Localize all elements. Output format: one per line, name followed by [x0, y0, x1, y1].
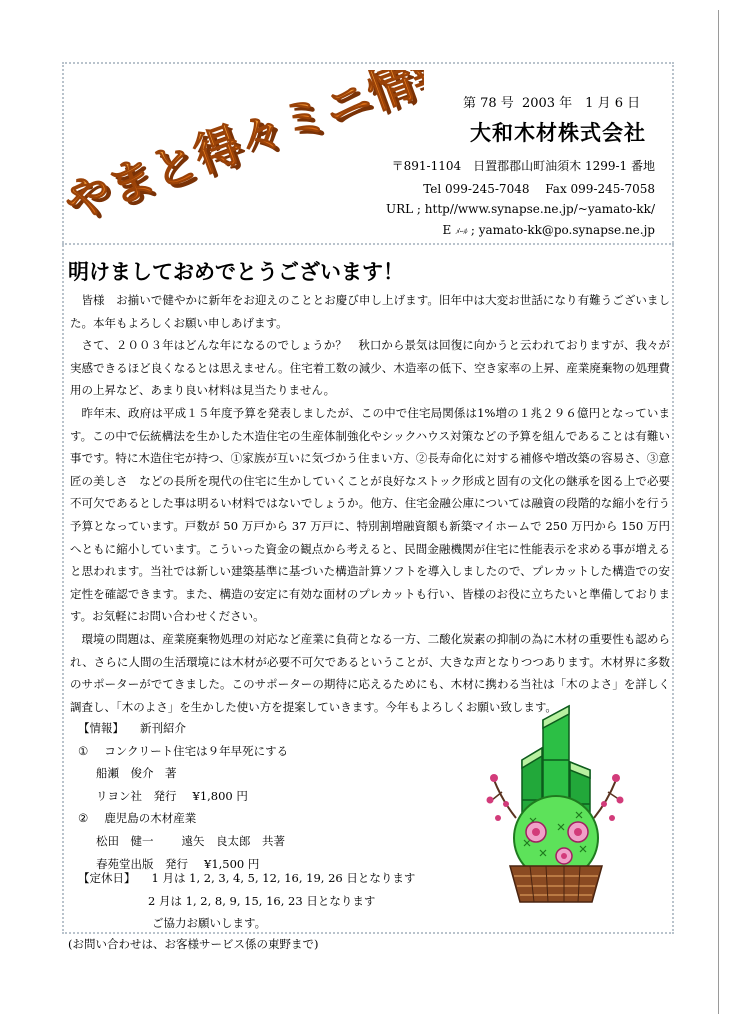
- page-headline: 明けましておめでとうございます！: [68, 260, 404, 284]
- paragraph: 環境の問題は、産業廃棄物処理の対応など産業に負荷となる一方、二酸化炭素の抑制の為に木材の重要性も認められ、さらに人間の生活環境には木材が必要不可欠であるということが、大きな声となりつつあります。木材界に多数のサポーターがでてきました。このサポーターの期待に応えるためにも、木材に携わる当社は「木のよさ」を詳しく調査し、「木のよさ」を生かした使い方を提案していきます。今年もよろしくお願い致します。: [70, 631, 670, 714]
- kadomatsu-graphic: [480, 700, 630, 905]
- book-authors-row: [78, 830, 288, 853]
- book-publisher-row: [78, 785, 288, 808]
- book-marker: ②: [78, 811, 89, 826]
- issue-number: 第 78 号: [463, 96, 514, 111]
- logo-text: やまと得々ミニ情報: [64, 70, 424, 231]
- book-title-row: [78, 740, 288, 763]
- logo-graphic: [64, 70, 424, 240]
- company-phone-fax: Tel 099-245-7048 Fax 099-245-7058: [423, 182, 655, 196]
- closed-days-january-row: [78, 867, 415, 890]
- closed-days-february: 2 月は 1, 2, 8, 9, 15, 16, 23 日となります: [148, 893, 376, 908]
- book-author: 遠矢 良太郎 共著: [181, 833, 285, 848]
- book-title: コンクリート住宅は９年早死にする: [104, 743, 289, 758]
- paragraph: さて、２００３年はどんな年になるのでしょうか？ 秋口から景気は回復に向かうと云われておりますが、我々が実感できるほど良くなるとは思えません。住宅着工数の減少、木造率の低下、空き家率の上昇、産業廃棄物の処理費用の上昇など、あまり良い材料は見当たりません。: [70, 338, 670, 398]
- email-label: ﾒｰﾙ: [455, 227, 468, 236]
- issue-info: [463, 92, 644, 111]
- closed-days-label: 【定休日】: [78, 871, 136, 885]
- info-label: 【情報】: [78, 721, 124, 735]
- kadomatsu-illustration: [480, 700, 630, 905]
- book-author: 松田 健一: [96, 833, 154, 848]
- book-author: 船瀬 俊介 著: [96, 766, 177, 781]
- article-body: [70, 289, 670, 718]
- closed-days-section: [78, 867, 415, 935]
- book-publisher: リヨン社 発行: [96, 788, 177, 803]
- company-url[interactable]: URL ; http//www.synapse.ne.jp/~yamato-kk/: [385, 202, 655, 216]
- closed-days-note: ご協力お願いします。: [152, 916, 267, 930]
- issue-date: 2003 年 1 月 6 日: [521, 96, 641, 111]
- email-prefix: E: [442, 223, 452, 237]
- paragraph: 皆様 お揃いで健やかに新年をお迎えのこととお慶び申し上げます。旧年中は大変お世話になり有難うございました。本年もよろしくお願い申しあげます。: [70, 293, 670, 330]
- logo-shadow-text: やまと得々ミニ情報: [64, 70, 424, 235]
- book-price: ¥1,500 円: [204, 856, 260, 871]
- company-address: 〒891-1104 日置郡郡山町油須木 1299-1 番地: [391, 159, 655, 173]
- header-divider: [62, 243, 674, 245]
- info-heading: [78, 717, 288, 740]
- book-title-row: [78, 807, 288, 830]
- book-title: 鹿児島の木材産業: [104, 811, 197, 826]
- closed-days-january: 1 月は 1, 2, 3, 4, 5, 12, 16, 19, 26 日となります: [151, 871, 416, 885]
- email-address: ; yamato-kk@po.synapse.ne.jp: [470, 223, 655, 237]
- book-price: ¥1,800 円: [192, 788, 248, 803]
- book-publisher: 春苑堂出版 発行: [96, 856, 188, 871]
- info-title: 新刊紹介: [140, 721, 186, 735]
- company-name: 大和木材株式会社: [470, 121, 646, 145]
- newsletter-logo: [64, 70, 424, 240]
- company-email[interactable]: [442, 223, 655, 237]
- info-section: [78, 717, 288, 875]
- book-marker: ①: [78, 743, 89, 758]
- paragraph: 昨年末、政府は平成１５年度予算を発表しましたが、この中で住宅局関係は1%増の１兆２９６億円となっています。この中で伝統構法を生かした木造住宅の生産体制強化やシックハウス対策などの予算を組んであることは有難い事です。特に木造住宅が持つ、①家族が互いに気づかう住まい方、②長寿命化に対する補修や増改築の容易さ、③意匠の美しさ などの長所を現代の住宅に生かしていくことが良好なストック形成と固有の文化の継承を図る上で必要不可欠であるとした事は明るい材料ではないでしょうか。他方、住宅金融公庫については融資の段階的な縮小を行う予算となっています。戸数が 50 万戸から 37 万戸に、特別割増融資額も新築マイホームで 250 万円から 150 万円へともに縮小しています。こういった資金の観点から考えると、民間金融機関が住宅に性能表示を求める事が増えると思われます。当社では新しい建築基準に基づいた構造計算ソフトを導入しましたので、プレカットした構造での安定性を確認できます。また、構造の安定に有効な面材のプレカットも行い、皆様のお役に立ちたいと準備しております。お気軽にお問い合わせください。: [70, 405, 670, 624]
- contact-note: (お問い合わせは、お客様サービス係の東野まで): [68, 937, 319, 951]
- page-edge-line: [718, 10, 719, 1014]
